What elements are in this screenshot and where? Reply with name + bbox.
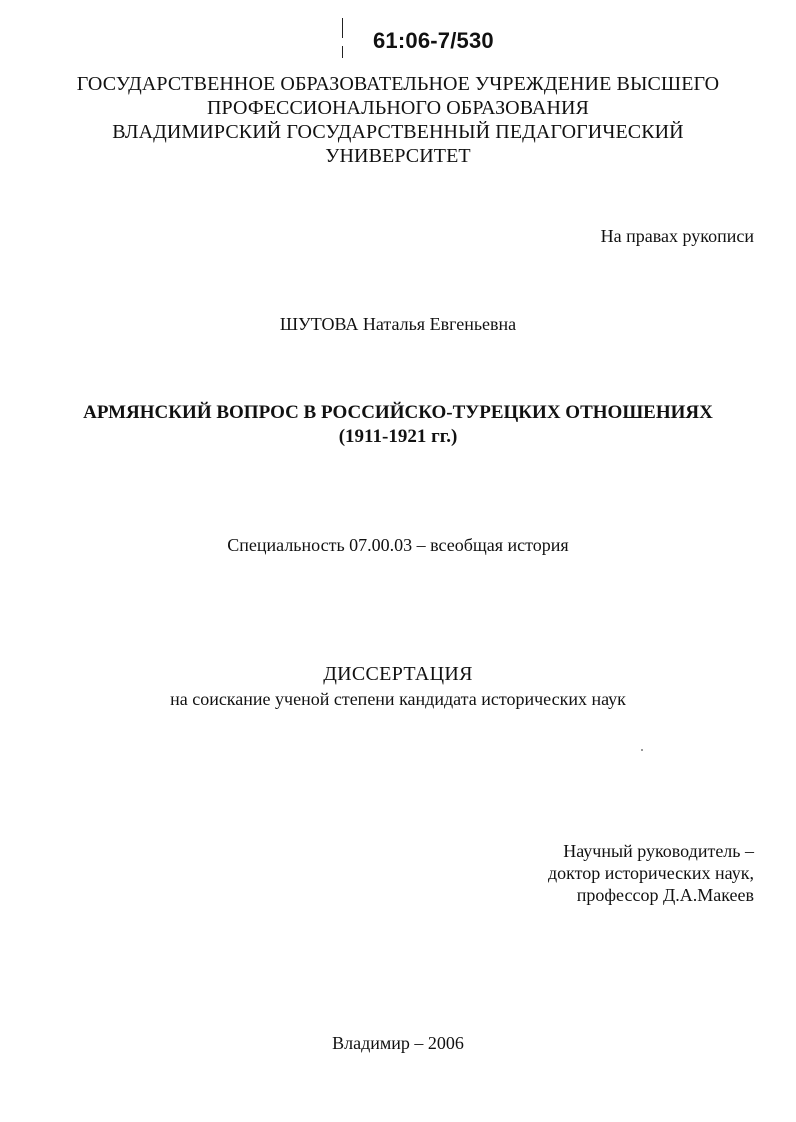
institution-line: УНИВЕРСИТЕТ <box>325 145 471 167</box>
scan-mark-top <box>342 18 343 38</box>
dissertation-title <box>0 401 796 449</box>
institution-line: ГОСУДАРСТВЕННОЕ ОБРАЗОВАТЕЛЬНОЕ УЧРЕЖДЕНИЕ ВЫСШЕГО <box>76 73 720 95</box>
institution-line: ВЛАДИМИРСКИЙ ГОСУДАРСТВЕННЫЙ ПЕДАГОГИЧЕСКИЙ <box>112 121 684 143</box>
dissertation-subheading: на соискание ученой степени кандидата исторических наук <box>170 689 626 709</box>
dissertation-heading: ДИССЕРТАЦИЯ <box>323 663 473 685</box>
supervisor-block <box>548 840 754 906</box>
archive-code: 61:06-7/530 <box>373 28 494 53</box>
supervisor-line: Научный руководитель – <box>563 841 754 861</box>
city-year: Владимир – 2006 <box>332 1033 464 1053</box>
speciality: Специальность 07.00.03 – всеобщая история <box>227 535 569 555</box>
institution-line: ПРОФЕССИОНАЛЬНОГО ОБРАЗОВАНИЯ <box>207 97 589 119</box>
institution-block <box>0 72 796 168</box>
title-main: АРМЯНСКИЙ ВОПРОС В РОССИЙСКО-ТУРЕЦКИХ ОТНОШЕНИЯХ <box>83 402 713 423</box>
author-name: ШУТОВА Наталья Евгеньевна <box>279 314 517 334</box>
supervisor-line: профессор Д.А.Макеев <box>576 885 754 905</box>
supervisor-line: доктор исторических наук, <box>548 863 754 883</box>
scan-mark-bottom <box>342 46 343 58</box>
manuscript-note: На правах рукописи <box>600 226 754 246</box>
scan-speck <box>641 749 643 751</box>
title-years: (1911-1921 гг.) <box>338 426 458 447</box>
